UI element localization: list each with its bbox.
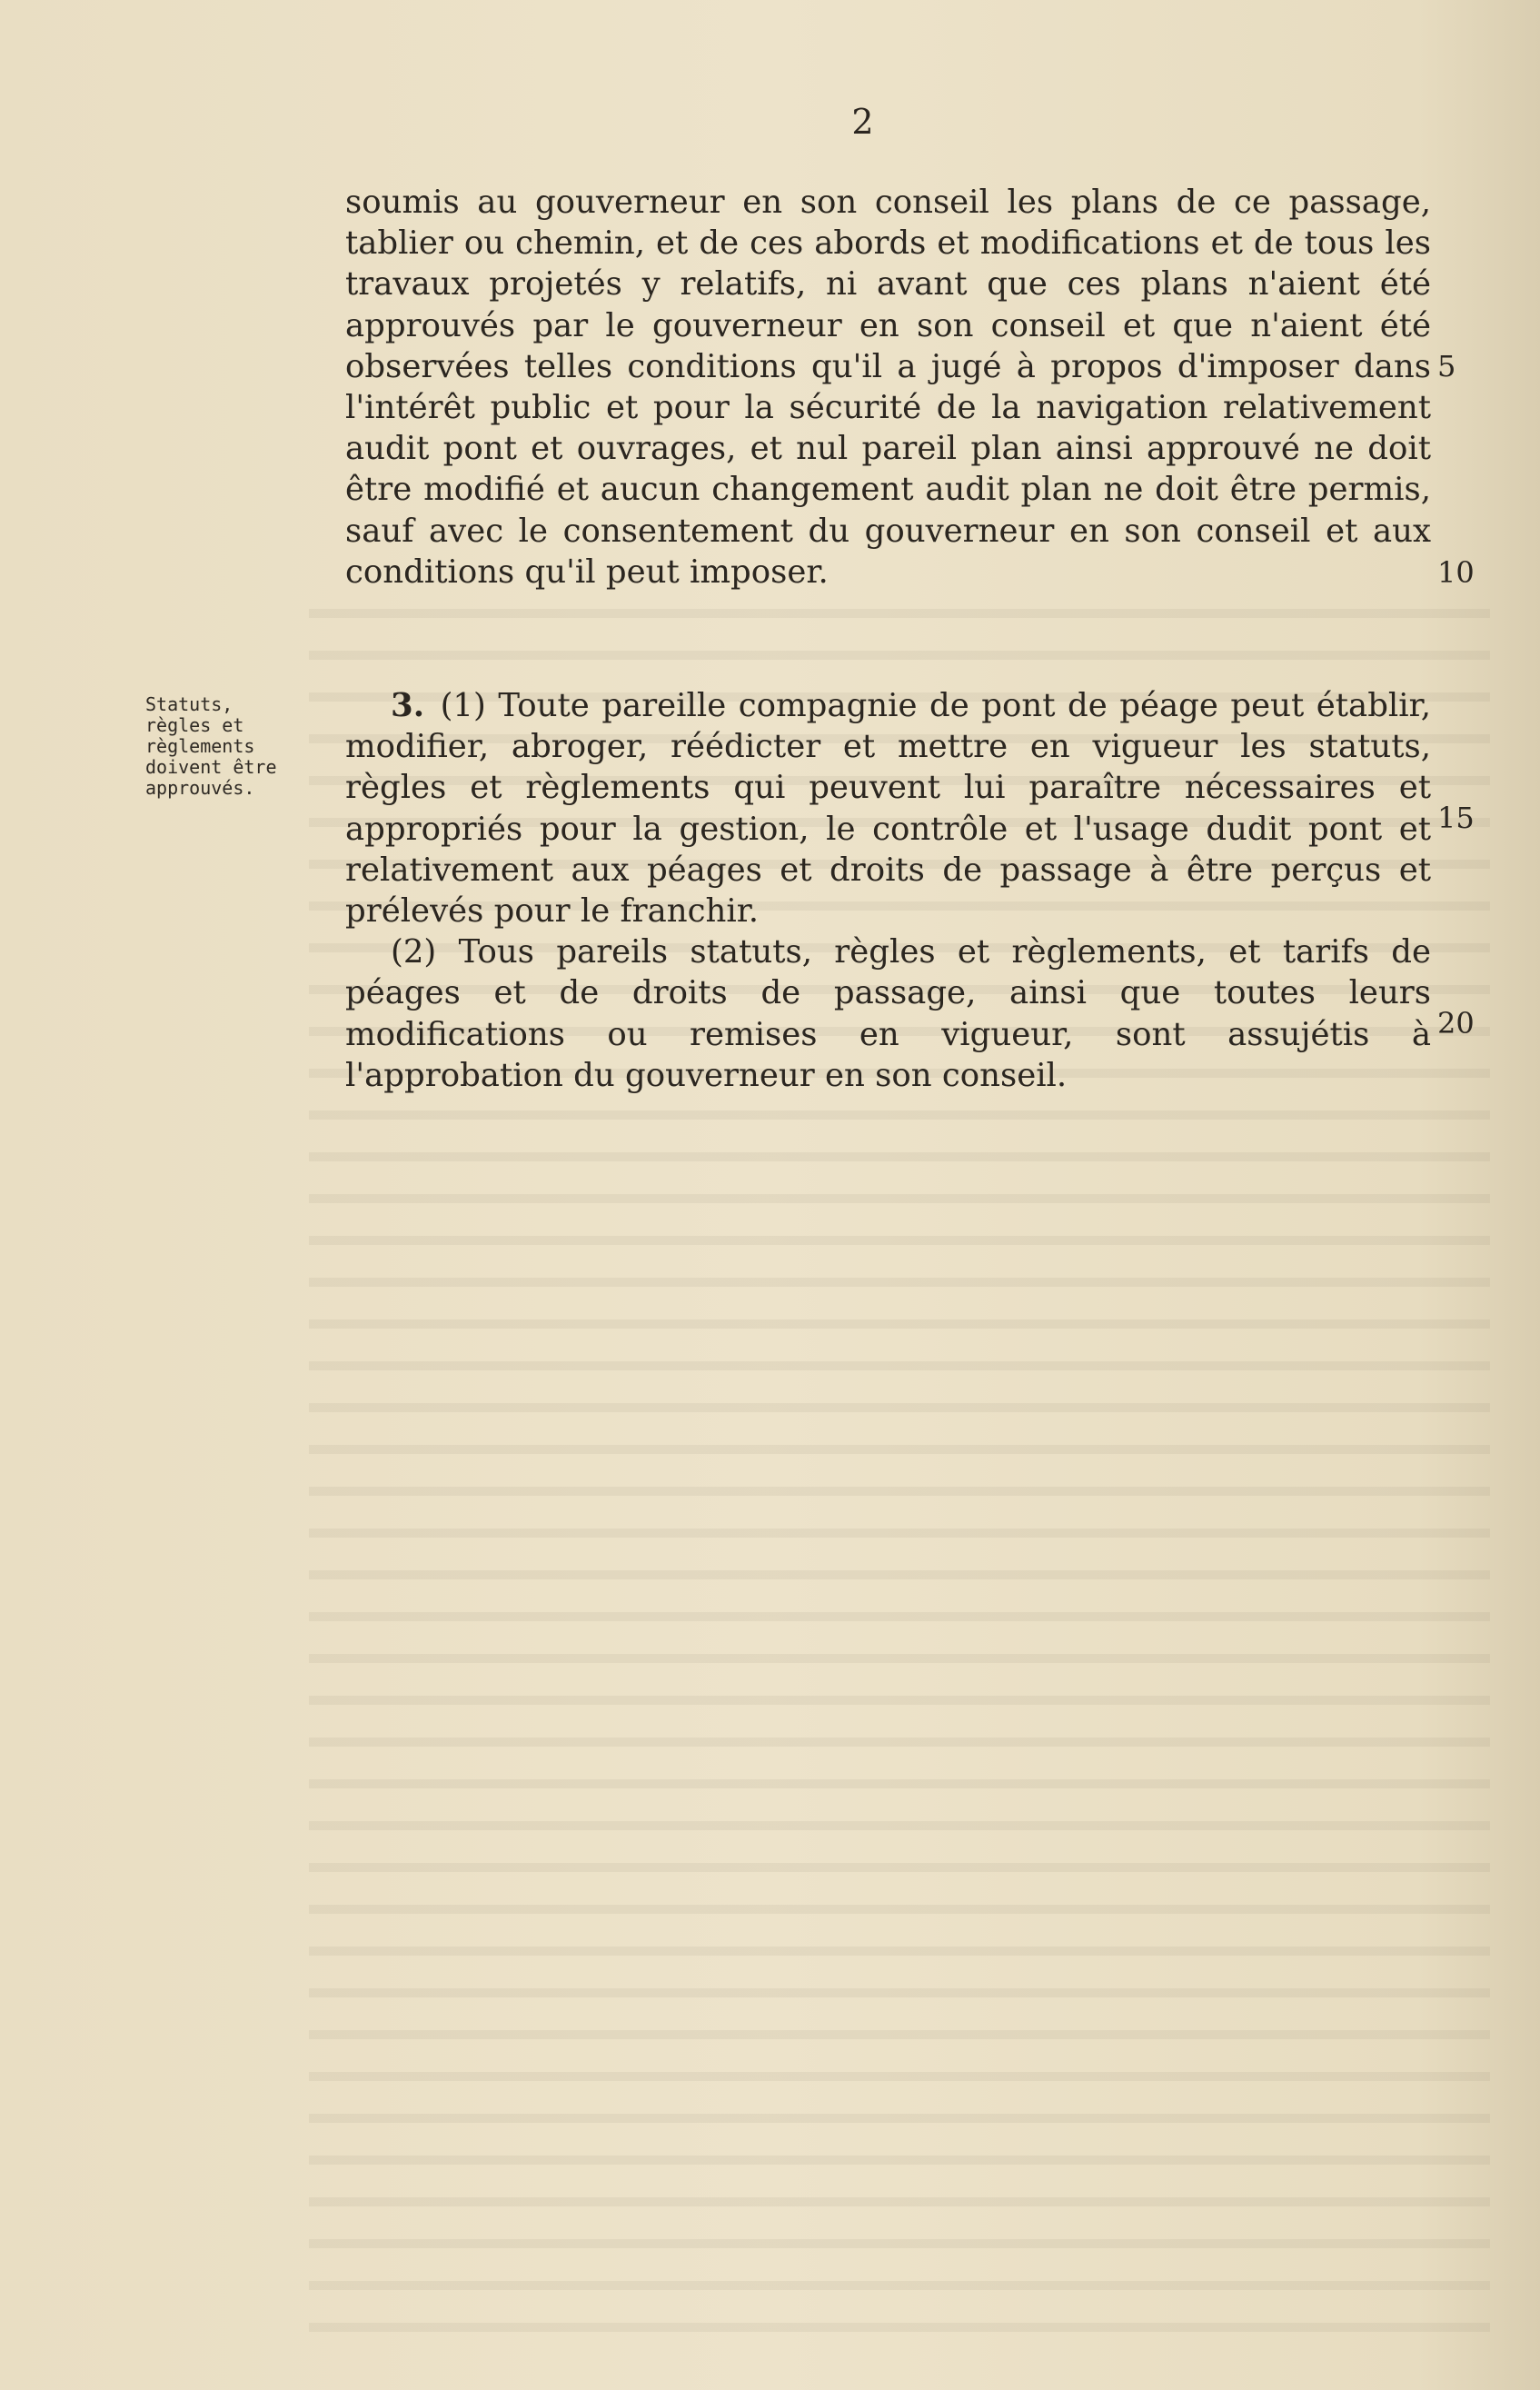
section-3: [345, 685, 1431, 1096]
paragraph-continuation: [345, 182, 1431, 593]
page-number: 2: [851, 102, 875, 142]
section-3-subsection-2: (2) Tous pareils statuts, règles et règlements, et tarifs de péages et de droits de passage, ainsi que toutes leurs modifications ou remises en vigueur, sont assujétis à l'approbation du gouverneur en son conseil.: [345, 933, 1431, 1094]
section-number: 3.: [391, 687, 425, 724]
margin-note-line: doivent être: [145, 756, 277, 778]
margin-note: [145, 694, 327, 799]
line-number-10: 10: [1437, 555, 1475, 590]
paragraph-1-text: soumis au gouverneur en son conseil les plans de ce passage, tablier ou chemin, et de ces abords et modifications et de tous les travaux projetés y relatifs, ni avant que ces plans n'aient été approuvés par le gouverneur en son conseil et que n'aient été observées telles conditions qu'il a jugé à propos d'imposer dans l'intérêt public et pour la sécurité de la navigation relativement audit pont et ouvrages, et nul pareil plan ainsi approuvé ne doit être modifié et aucun changement audit plan ne doit être permis, sauf avec le consentement du gouverneur en son conseil et aux conditions qu'il peut imposer.: [345, 184, 1431, 591]
section-3-subsection-1: [345, 685, 1431, 931]
line-number-20: 20: [1437, 1006, 1475, 1041]
margin-note-line: Statuts,: [145, 693, 233, 715]
margin-note-line: approuvés.: [145, 777, 255, 799]
margin-note-line: règles et: [145, 714, 244, 736]
margin-note-line: règlements: [145, 735, 255, 757]
subsection-1-text: (1) Toute pareille compagnie de pont de péage peut établir, modifier, abroger, réédicter et mettre en vigueur les statuts, règles et règlements qui peuvent lui paraître nécessaires et appropriés pour la gestion, le contrôle et l'usage dudit pont et relativement aux péages et droits de passage à être perçus et prélevés pour le franchir.: [345, 687, 1431, 931]
line-number-5: 5: [1437, 349, 1456, 383]
line-number-15: 15: [1437, 801, 1475, 835]
